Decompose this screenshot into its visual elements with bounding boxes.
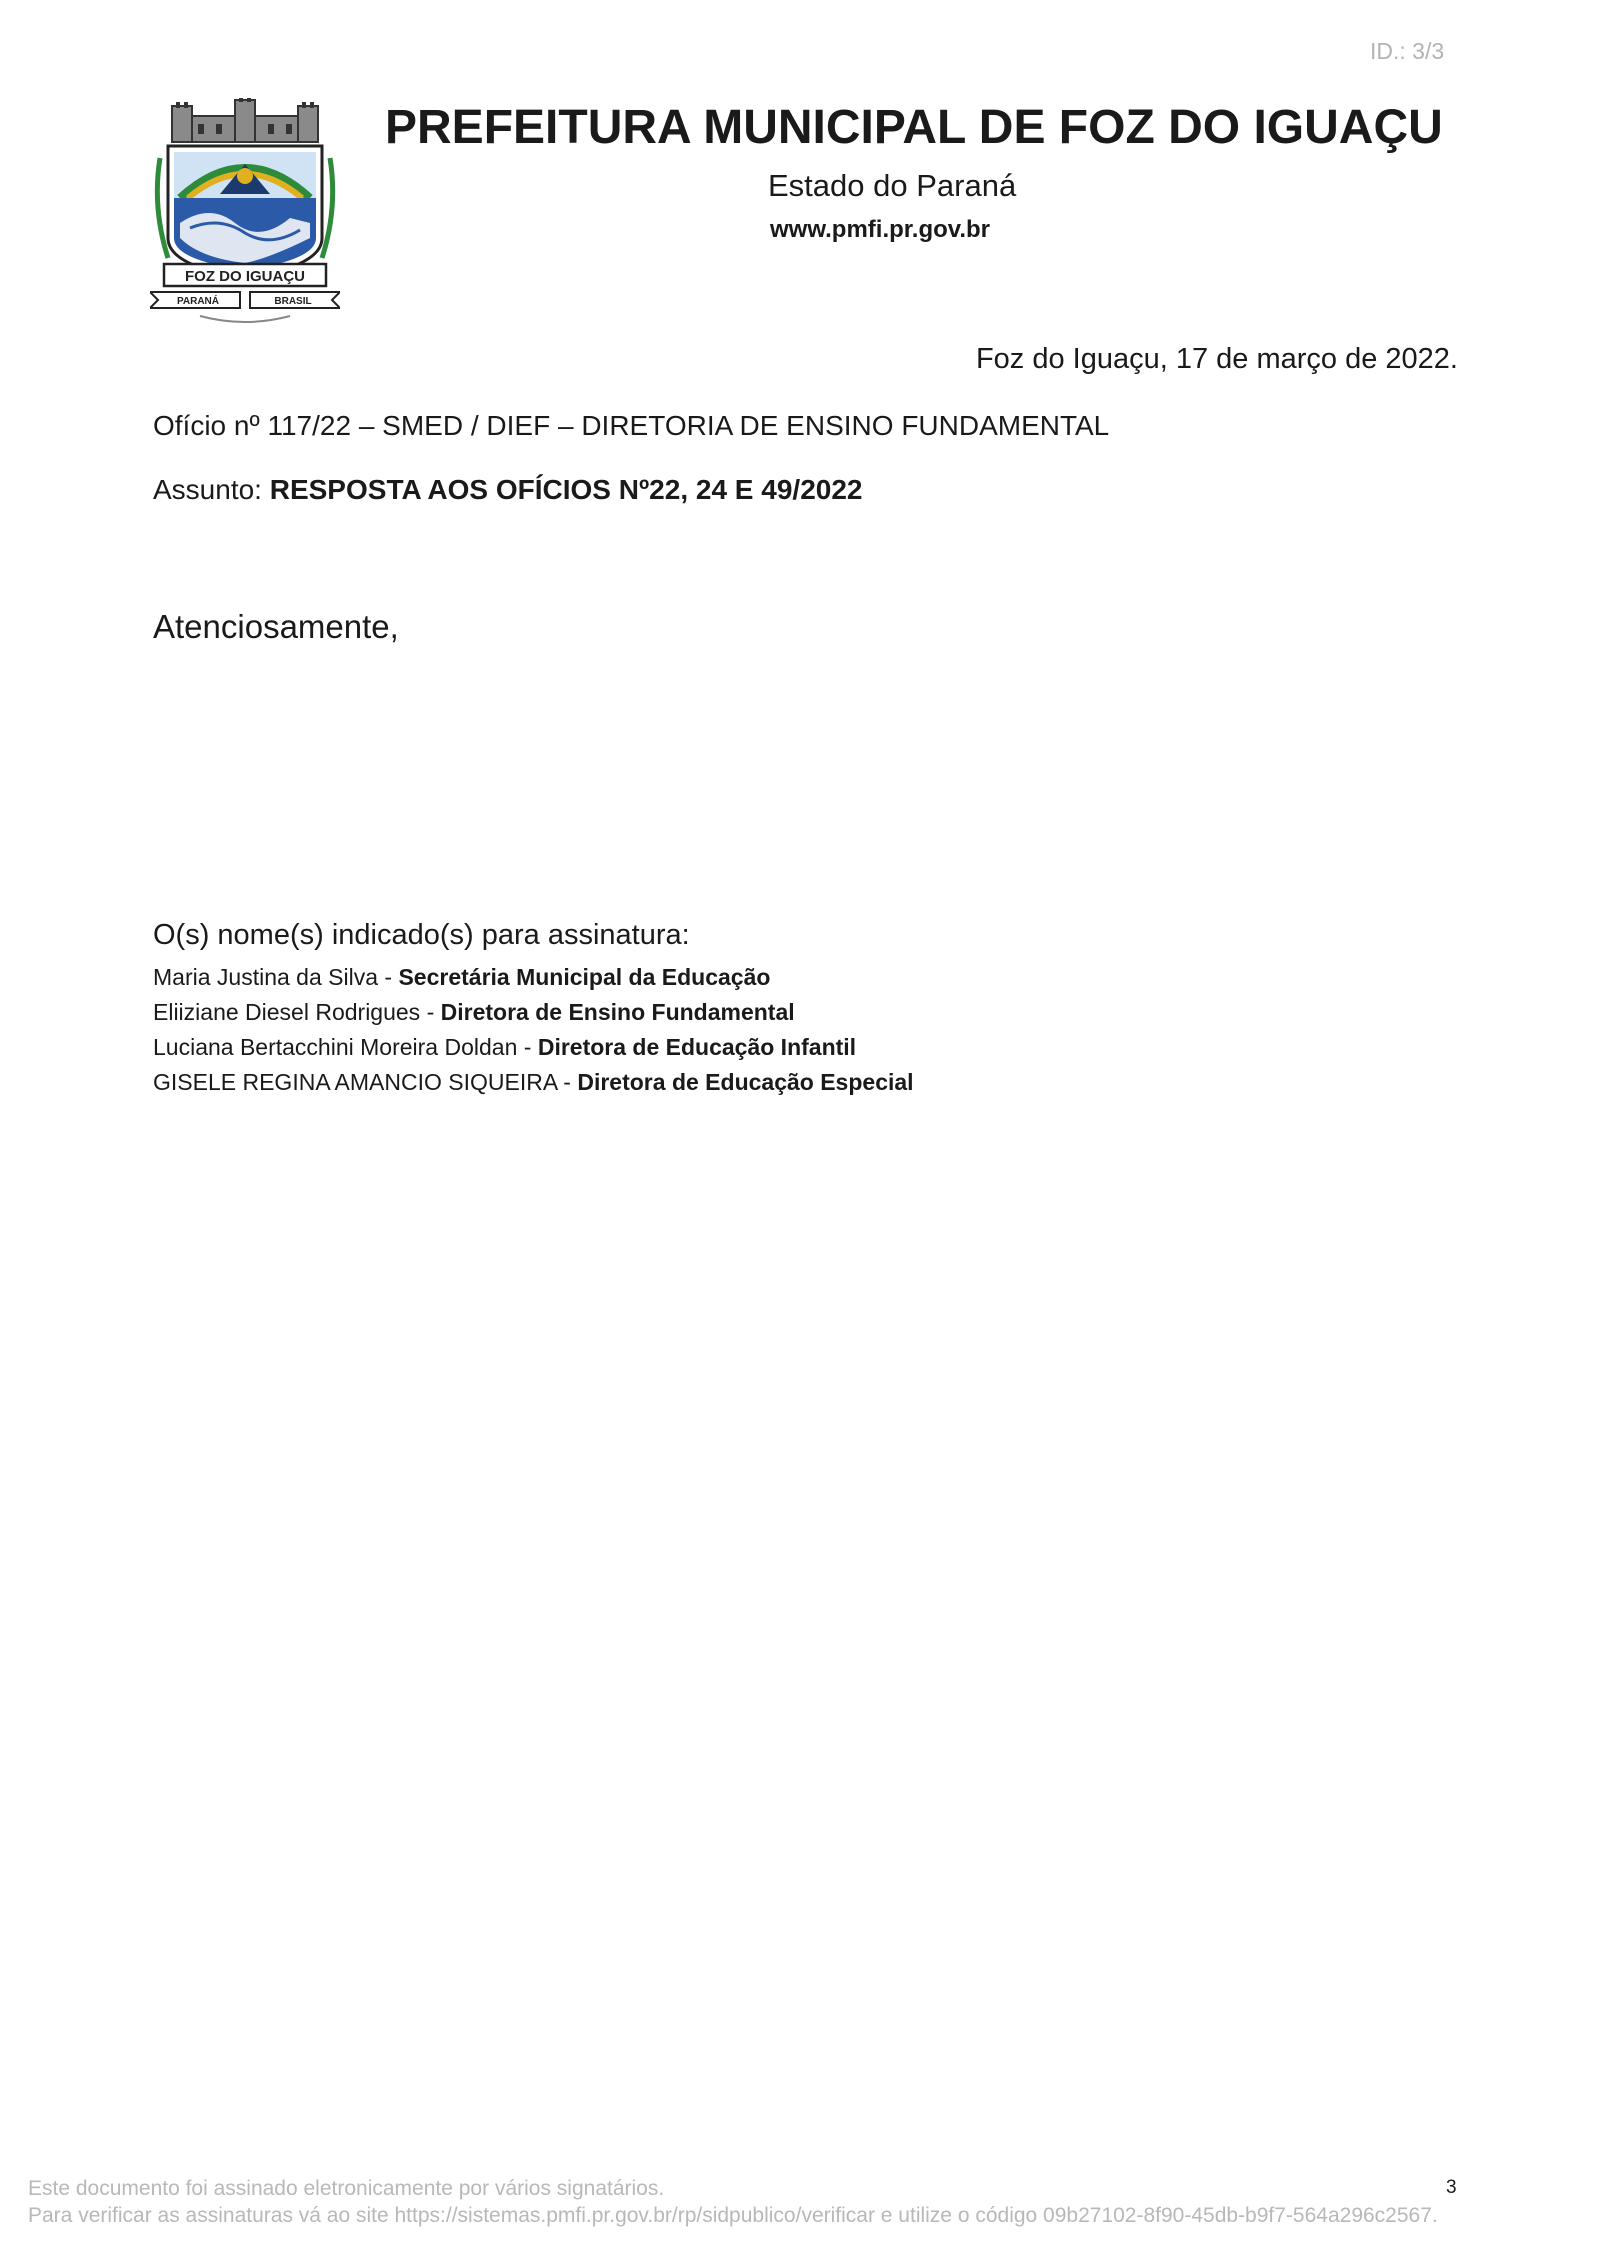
signer-row xyxy=(153,960,914,995)
signature-verification-footer xyxy=(28,2175,1438,2229)
document-id: ID.: 3/3 xyxy=(1370,38,1445,64)
coat-of-arms-logo xyxy=(150,98,340,330)
signer-row xyxy=(153,1065,914,1100)
page-title: PREFEITURA MUNICIPAL DE FOZ DO IGUAÇU xyxy=(385,101,1443,154)
signatures-heading: O(s) nome(s) indicado(s) para assinatura: xyxy=(153,919,690,951)
subject-label: Assunto: xyxy=(153,474,270,505)
signer-name: Maria Justina da Silva xyxy=(153,964,378,990)
crest-left-ribbon: PARANÁ xyxy=(176,296,220,307)
signer-separator: - xyxy=(378,964,399,990)
website-url: www.pmfi.pr.gov.br xyxy=(770,216,991,243)
signer-role: Diretora de Ensino Fundamental xyxy=(440,999,795,1025)
signer-name: Luciana Bertacchini Moreira Doldan xyxy=(153,1034,518,1060)
subject-line xyxy=(153,474,862,506)
signer-role: Diretora de Educação Infantil xyxy=(537,1034,857,1060)
page-number: 3 xyxy=(1446,2177,1457,2198)
signer-role: Diretora de Educação Especial xyxy=(577,1069,914,1095)
signer-role: Secretária Municipal da Educação xyxy=(398,964,771,990)
closing-salutation: Atenciosamente, xyxy=(153,608,399,645)
crest-right-ribbon: BRASIL xyxy=(274,296,312,307)
signer-separator: - xyxy=(517,1034,538,1060)
state-subtitle: Estado do Paraná xyxy=(768,168,1017,203)
signer-row xyxy=(153,995,914,1030)
letter-date: Foz do Iguaçu, 17 de março de 2022. xyxy=(975,343,1458,375)
subject-value: RESPOSTA AOS OFÍCIOS Nº22, 24 E 49/2022 xyxy=(269,474,863,505)
signer-separator: - xyxy=(420,999,441,1025)
signer-separator: - xyxy=(556,1069,578,1095)
oficio-reference: Ofício nº 117/22 – SMED / DIEF – DIRETORIA DE ENSINO FUNDAMENTAL xyxy=(153,410,1110,441)
footer-line-1: Este documento foi assinado eletronicamente por vários signatários. xyxy=(28,2177,665,2200)
signers-list xyxy=(153,960,914,1100)
footer-line-2: Para verificar as assinaturas vá ao site https://sistemas.pmfi.pr.gov.br/rp/sidpublico/verificar e utilize o código 09b27102-8f90-45db-b9f7-564a296c2567. xyxy=(28,2204,1438,2227)
signer-row xyxy=(153,1030,914,1065)
crest-banner-text: FOZ DO IGUAÇU xyxy=(185,268,305,285)
signer-name: GISELE REGINA AMANCIO SIQUEIRA xyxy=(153,1069,557,1095)
signer-name: Eliiziane Diesel Rodrigues xyxy=(153,999,421,1025)
